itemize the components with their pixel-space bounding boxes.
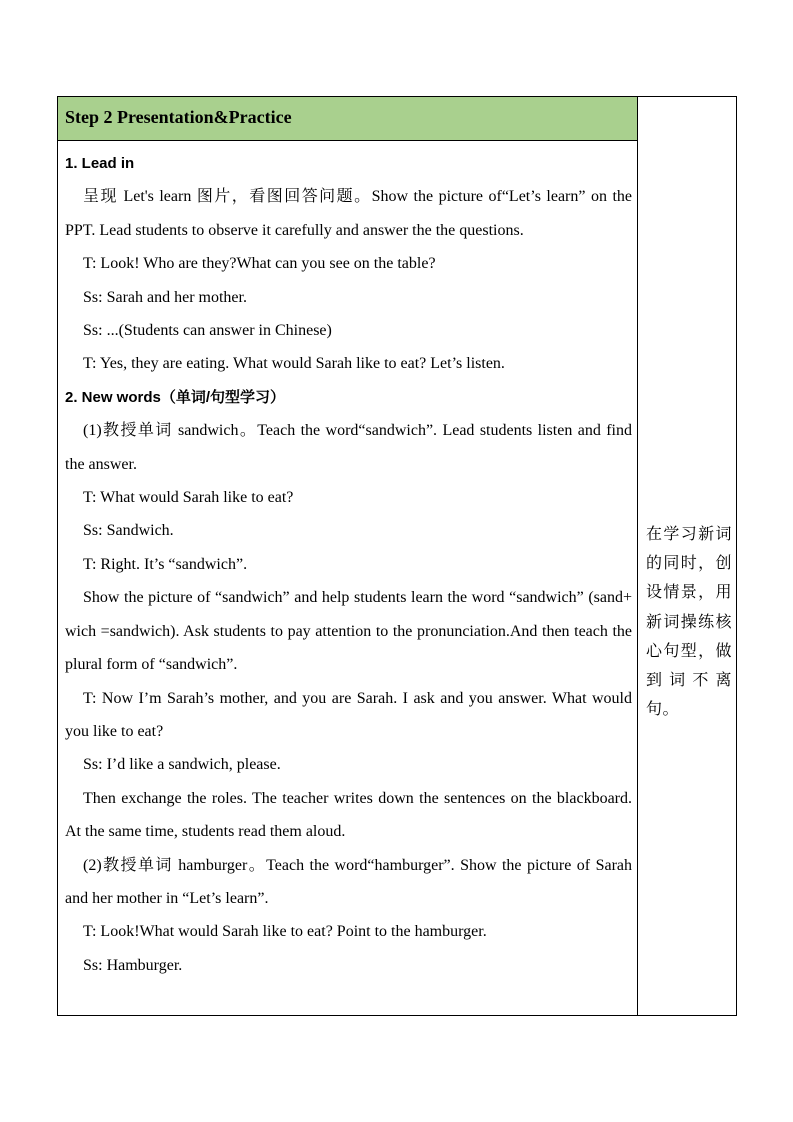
paragraph: Show the picture of “sandwich” and help students learn the word “sandwich” (sand+ wich =sandwich). Ask students to pay attention to the pronunciation.And then teach the plural form of “sandwich”. — [65, 589, 632, 674]
design-intent-column — [638, 97, 736, 1015]
dialogue-line: T: Look!What would Sarah like to eat? Point to the hamburger. — [83, 923, 487, 941]
step-title: Step 2 Presentation&Practice — [65, 107, 292, 127]
dialogue-line: Ss: I’d like a sandwich, please. — [83, 756, 281, 774]
dialogue-line: Ss: Sandwich. — [83, 522, 174, 540]
dialogue-line: T: Right. It’s “sandwich”. — [83, 555, 248, 573]
step-body — [65, 147, 632, 982]
paragraph: Then exchange the roles. The teacher writes down the sentences on the blackboard. At the same time, students read them aloud. — [65, 789, 632, 841]
paragraph: 呈现 Let's learn 图片，看图回答问题。Show the picture of“Let’s learn” on the PPT. Lead students to observe it carefully and answer the the questions. — [65, 188, 632, 239]
dialogue-line: T: Yes, they are eating. What would Sarah like to eat? Let’s listen. — [83, 355, 505, 373]
paragraph: (1)教授单词 sandwich。Teach the word“sandwich”. Lead students listen and find the answer. — [65, 422, 632, 473]
lesson-plan-table — [57, 96, 737, 1016]
dialogue-line: T: What would Sarah like to eat? — [83, 489, 294, 507]
dialogue-line: Ss: Hamburger. — [83, 956, 183, 974]
paragraph: (2)教授单词 hamburger。Teach the word“hamburger”. Show the picture of Sarah and her mother in “Let’s learn”. — [65, 856, 632, 907]
dialogue-line: T: Now I’m Sarah’s mother, and you are Sarah. I ask and you answer. What would you like to eat? — [65, 689, 632, 740]
dialogue-line: T: Look! Who are they?What can you see on the table? — [83, 255, 436, 273]
dialogue-line: Ss: ...(Students can answer in Chinese) — [83, 322, 332, 340]
design-intent-note: 在学习新词的同时，创设情景，用新词操练核心句型，做到词不离句。 — [646, 524, 732, 719]
section-heading-lead-in: 1. Lead in — [65, 155, 135, 172]
main-column — [58, 97, 638, 1015]
dialogue-line: Ss: Sarah and her mother. — [83, 288, 247, 306]
section-heading-new-words: 2. New words（单词/句型学习） — [65, 388, 286, 406]
step-header-cell — [58, 97, 637, 141]
